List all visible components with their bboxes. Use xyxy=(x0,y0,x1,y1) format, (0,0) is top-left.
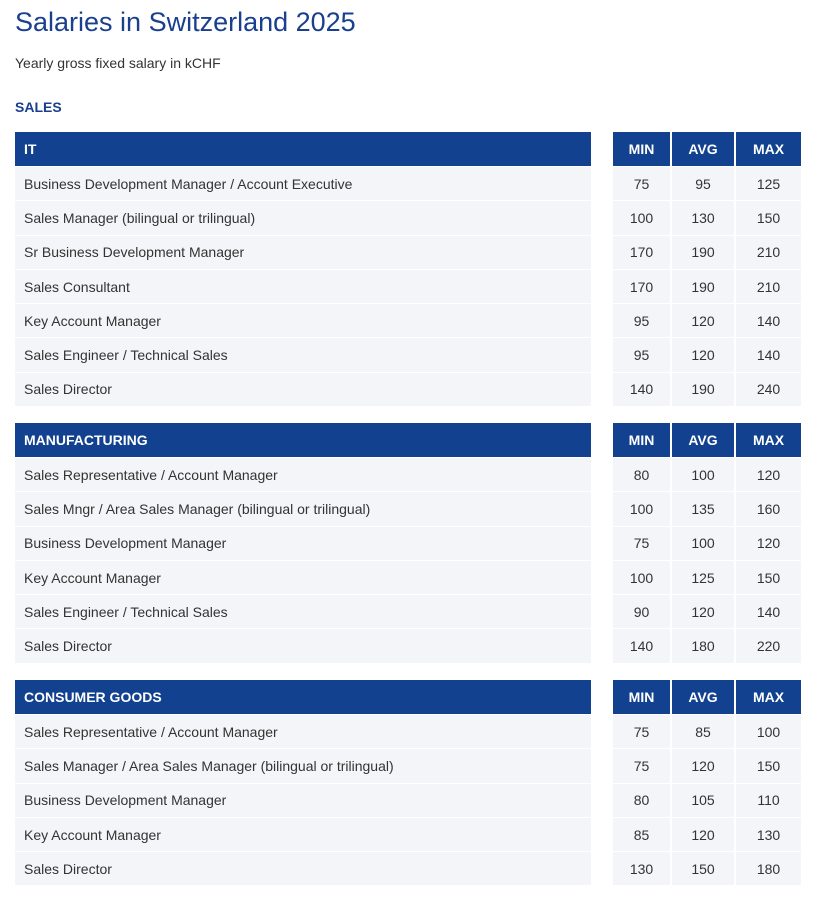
min-value: 75 xyxy=(633,757,650,774)
max-value: 140 xyxy=(734,304,801,337)
avg-value: 125 xyxy=(670,561,734,594)
max-value: 220 xyxy=(734,629,801,662)
table-row xyxy=(613,783,801,817)
min-value: 100 xyxy=(629,500,654,517)
page-title: Salaries in Switzerland 2025 xyxy=(15,7,356,37)
min-value: 170 xyxy=(629,244,654,261)
max-value: 240 xyxy=(734,373,801,406)
min-value: 90 xyxy=(633,603,650,620)
avg-value: 130 xyxy=(670,201,734,234)
max-value: 130 xyxy=(734,818,801,851)
avg-value: 120 xyxy=(670,749,734,782)
max-value: 150 xyxy=(734,749,801,782)
max-value: 140 xyxy=(734,595,801,628)
avg-value: 120 xyxy=(670,818,734,851)
max-header: MAX xyxy=(734,680,801,714)
table-row xyxy=(613,235,801,269)
role-cell: Business Development Manager xyxy=(15,526,591,560)
max-value: 180 xyxy=(734,852,801,885)
min-value: 80 xyxy=(633,792,650,809)
role-cell: Sales Representative / Account Manager xyxy=(15,457,591,491)
avg-value: 135 xyxy=(670,492,734,525)
values-header-row xyxy=(613,680,801,714)
avg-header: AVG xyxy=(670,423,734,457)
min-value: 85 xyxy=(633,826,650,843)
role-cell: Sales Mngr / Area Sales Manager (bilingual or trilingual) xyxy=(15,491,591,525)
min-value: 95 xyxy=(633,347,650,364)
role-cell: Business Development Manager / Account Executive xyxy=(15,166,591,200)
category-header: MANUFACTURING xyxy=(15,423,591,457)
role-cell: Sales Manager / Area Sales Manager (bilingual or trilingual) xyxy=(15,748,591,782)
table-row xyxy=(613,457,801,491)
category-header: CONSUMER GOODS xyxy=(15,680,591,714)
avg-value: 120 xyxy=(670,595,734,628)
role-cell: Key Account Manager xyxy=(15,560,591,594)
avg-value: 95 xyxy=(670,167,734,200)
max-header: MAX xyxy=(734,132,801,166)
role-cell: Sales Engineer / Technical Sales xyxy=(15,594,591,628)
min-value: 170 xyxy=(629,278,654,295)
page-subtitle: Yearly gross fixed salary in kCHF xyxy=(15,55,221,71)
max-value: 150 xyxy=(734,201,801,234)
avg-value: 85 xyxy=(670,715,734,748)
role-cell: Sales Manager (bilingual or trilingual) xyxy=(15,200,591,234)
role-cell: Sales Engineer / Technical Sales xyxy=(15,337,591,371)
max-value: 210 xyxy=(734,236,801,269)
table-row xyxy=(613,303,801,337)
values-header-row xyxy=(613,423,801,457)
avg-value: 120 xyxy=(670,338,734,371)
values-table xyxy=(613,132,801,406)
min-value: 140 xyxy=(629,638,654,655)
max-value: 210 xyxy=(734,270,801,303)
roles-table xyxy=(15,680,591,885)
avg-value: 190 xyxy=(670,236,734,269)
role-cell: Sales Representative / Account Manager xyxy=(15,714,591,748)
max-value: 100 xyxy=(734,715,801,748)
min-header: MIN xyxy=(628,141,655,157)
avg-value: 190 xyxy=(670,270,734,303)
avg-value: 100 xyxy=(670,527,734,560)
table-row xyxy=(613,628,801,662)
avg-value: 190 xyxy=(670,373,734,406)
max-value: 140 xyxy=(734,338,801,371)
min-value: 130 xyxy=(629,860,654,877)
table-row xyxy=(613,269,801,303)
avg-value: 180 xyxy=(670,629,734,662)
table-row xyxy=(613,526,801,560)
roles-table xyxy=(15,132,591,406)
max-value: 110 xyxy=(734,784,801,817)
table-row xyxy=(613,337,801,371)
role-cell: Business Development Manager xyxy=(15,783,591,817)
role-cell: Sales Director xyxy=(15,628,591,662)
role-cell: Sales Director xyxy=(15,372,591,406)
table-row xyxy=(613,560,801,594)
min-header: MIN xyxy=(628,432,655,448)
avg-header: AVG xyxy=(670,680,734,714)
max-value: 120 xyxy=(734,458,801,491)
min-value: 75 xyxy=(633,535,650,552)
table-row xyxy=(613,166,801,200)
avg-header: AVG xyxy=(670,132,734,166)
max-value: 160 xyxy=(734,492,801,525)
table-row xyxy=(613,200,801,234)
max-header: MAX xyxy=(734,423,801,457)
min-value: 95 xyxy=(633,312,650,329)
min-value: 75 xyxy=(633,723,650,740)
values-table xyxy=(613,423,801,663)
table-row xyxy=(613,748,801,782)
table-row xyxy=(613,372,801,406)
section-heading: SALES xyxy=(15,99,62,115)
table-row xyxy=(613,491,801,525)
table-row xyxy=(613,594,801,628)
category-header: IT xyxy=(15,132,591,166)
role-cell: Sales Consultant xyxy=(15,269,591,303)
min-value: 75 xyxy=(633,175,650,192)
min-value: 100 xyxy=(629,569,654,586)
avg-value: 105 xyxy=(670,784,734,817)
avg-value: 120 xyxy=(670,304,734,337)
avg-value: 100 xyxy=(670,458,734,491)
avg-value: 150 xyxy=(670,852,734,885)
values-table xyxy=(613,680,801,885)
min-header: MIN xyxy=(628,689,655,705)
max-value: 120 xyxy=(734,527,801,560)
table-row xyxy=(613,817,801,851)
role-cell: Key Account Manager xyxy=(15,303,591,337)
values-header-row xyxy=(613,132,801,166)
min-value: 80 xyxy=(633,466,650,483)
min-value: 140 xyxy=(629,381,654,398)
max-value: 125 xyxy=(734,167,801,200)
table-row xyxy=(613,714,801,748)
role-cell: Key Account Manager xyxy=(15,817,591,851)
role-cell: Sr Business Development Manager xyxy=(15,235,591,269)
role-cell: Sales Director xyxy=(15,851,591,885)
min-value: 100 xyxy=(629,209,654,226)
roles-table xyxy=(15,423,591,663)
table-row xyxy=(613,851,801,885)
max-value: 150 xyxy=(734,561,801,594)
